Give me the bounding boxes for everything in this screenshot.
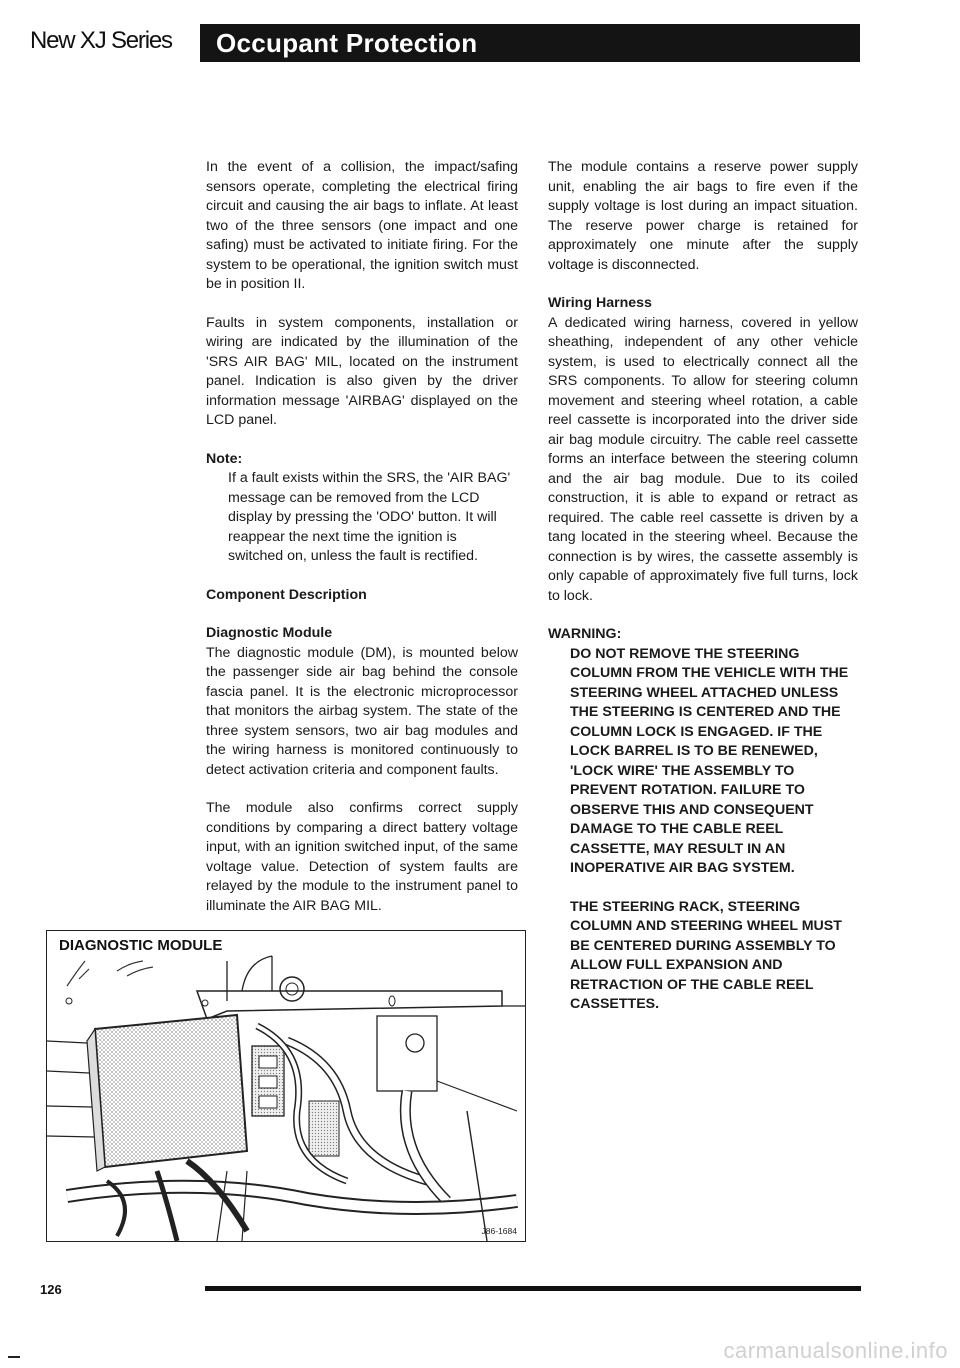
page-header <box>0 24 960 64</box>
wiring-harness-heading: Wiring Harness <box>548 295 652 311</box>
diagnostic-module-figure <box>46 930 526 1242</box>
series-label: New XJ Series <box>30 27 172 54</box>
section-title: Occupant Protection <box>216 28 478 58</box>
footer-dash <box>8 1356 20 1358</box>
figure-code: J86-1684 <box>481 1226 517 1236</box>
reserve-power-paragraph: The module contains a reserve power supply unit, enabling the air bags to fire even if the supply voltage is lost during an impact situation. The reserve power charge is retained for approximately one minute after the supply voltage is disconnected. <box>548 159 858 273</box>
diagnostic-module-illustration <box>47 931 525 1241</box>
watermark: carmanualsonline.info <box>723 1338 948 1363</box>
title-bar <box>200 24 860 62</box>
module-body <box>95 1015 247 1167</box>
warning-label: WARNING: <box>548 626 622 642</box>
page-number: 126 <box>40 1282 62 1297</box>
module-supply-paragraph: The module also confirms correct supply conditions by comparing a direct battery voltage input, with an ignition switched input, of the same voltage value. Detection of system faults are relayed by the module to the instrument panel to illuminate the AIR BAG MIL. <box>206 800 518 914</box>
paragraph-collision: In the event of a collision, the impact/safing sensors operate, completing the electrical firing circuit and causing the air bags to inflate. At least two of the three sensors (one impact and one safing) must be activated to initiate firing. For the system to be operational, the ignition switch must be in position II. <box>206 159 518 292</box>
bolt-icon <box>280 977 304 1001</box>
paragraph-faults: Faults in system components, installation or wiring are indicated by the illumination of the 'SRS AIR BAG' MIL, located on the instrument panel. Indication is also given by the driver information message 'AIRBAG' displayed on the LCD panel. <box>206 314 518 428</box>
wiring-harness-paragraph: A dedicated wiring harness, covered in yellow sheathing, independent of any other vehicle system, is used to electrically connect all the SRS components. To allow for steering column movement and steering wheel rotation, a cable reel cassette is incorporated into the driver side air bag module circuitry. The cable reel cassette forms an interface between the steering column and the air bag module. Due to its coiled construction, it is able to expand or retract as required. The cable reel cassette is driven by a tang located in the steering wheel. Because the connection is by wires, the cassette assembly is only capable of approximately five full turns, lock to lock. <box>548 314 858 604</box>
diagnostic-module-heading: Diagnostic Module <box>206 625 333 641</box>
note-label: Note: <box>206 450 243 467</box>
warning-text-1: DO NOT REMOVE THE STEERING COLUMN FROM THE VEHICLE WITH THE STEERING WHEEL ATTACHED UNLESS THE STEERING IS CENTERED AND THE COLUMN LOCK IS ENGAGED. IF THE LOCK BARREL IS TO BE RENEWED, 'LOCK WIRE' THE ASSEMBLY TO PREVENT ROTATION. FAILURE TO OBSERVE THIS AND CONSEQUENT DAMAGE TO THE CABLE REEL CASSETTE, MAY RESULT IN AN INOPERATIVE AIR BAG SYSTEM. <box>570 645 849 876</box>
warning-text-2: THE STEERING RACK, STEERING COLUMN AND STEERING WHEEL MUST BE CENTERED DURING ASSEMBLY TO ALLOW FULL EXPANSION AND RETRACTION OF THE CABLE REEL CASSETTES. <box>570 898 842 1012</box>
right-column <box>548 158 858 1034</box>
footer-rule <box>205 1286 861 1291</box>
component-description-heading: Component Description <box>206 586 367 603</box>
left-column <box>206 158 518 935</box>
mounting-bracket <box>197 991 502 1019</box>
figure-caption: DIAGNOSTIC MODULE <box>59 937 223 954</box>
note-text: If a fault exists within the SRS, the 'AIR BAG' message can be removed from the LCD display by pressing the 'ODO' button. It will reappear the next time the ignition is switched on, unless the fault is rectified. <box>228 470 511 564</box>
diagnostic-module-paragraph: The diagnostic module (DM), is mounted below the passenger side air bag behind the console fascia panel. It is the electronic microprocessor that monitors the airbag system. The state of the three system sensors, two air bag modules and the wiring harness is monitored continuously to detect activation criteria and component faults. <box>206 644 518 778</box>
